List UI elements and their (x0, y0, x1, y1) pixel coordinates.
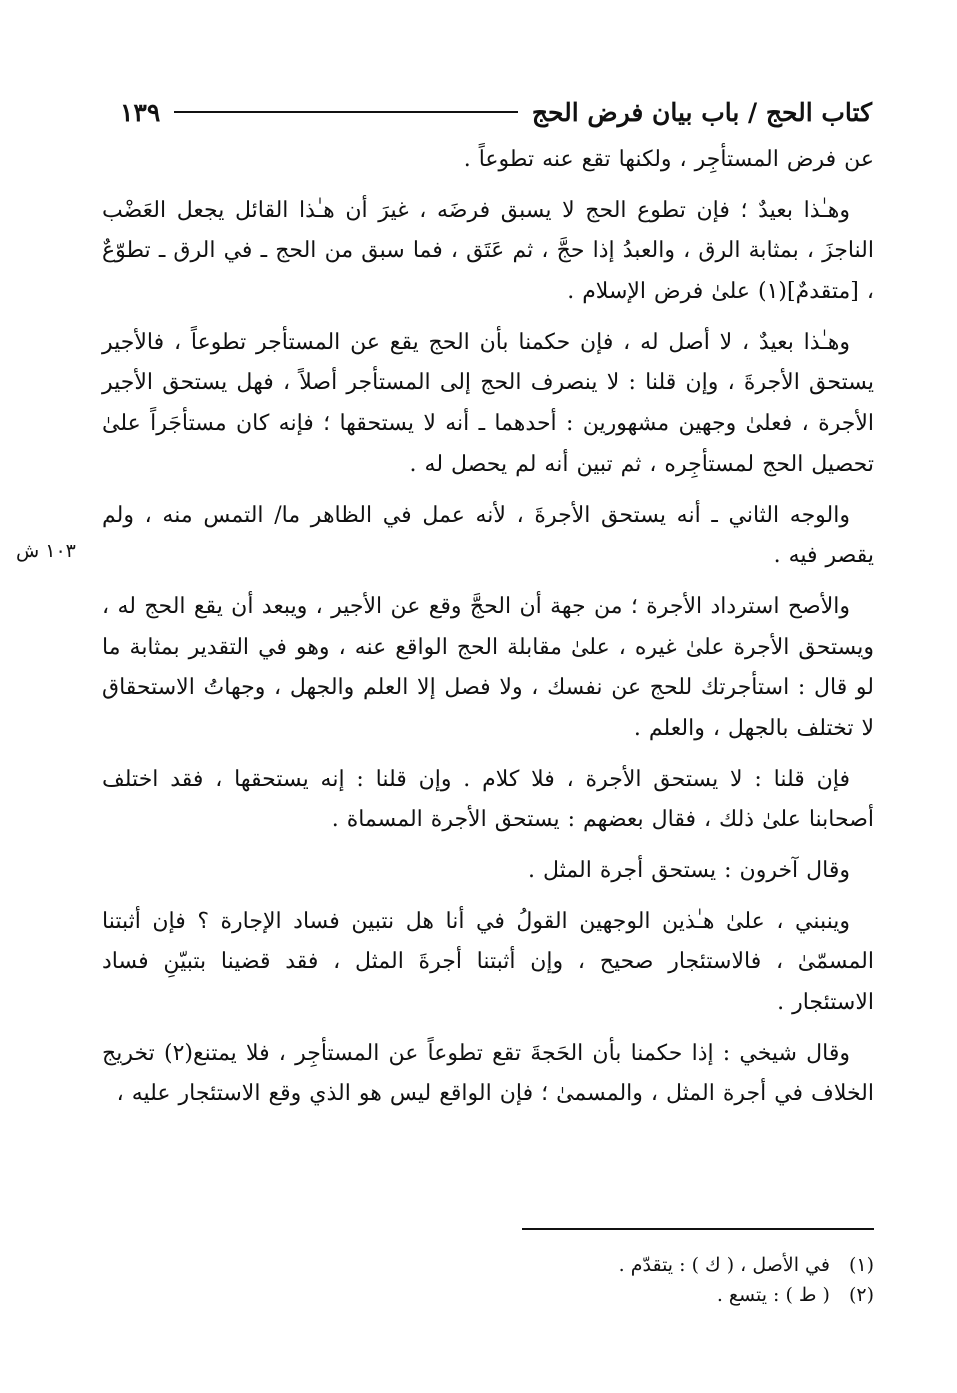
header-rule (174, 111, 518, 113)
margin-manuscript-ref: ١٠٣ ش (16, 540, 76, 562)
running-header (120, 92, 872, 132)
footnote-text: في الأصل ، ( ك ) : يتقدّم . (618, 1254, 830, 1276)
paragraph: والوجه الثاني ـ أنه يستحق الأجرةَ ، لأنه عمل في الظاهر ما/ التمس منه ، ولم يقصر فيه . (102, 502, 874, 569)
footnote (300, 1280, 874, 1310)
header-title: كتاب الحج / باب بيان فرض الحج (531, 97, 872, 127)
paragraph: وهـٰذا بعيدٌ ؛ فإن تطوع الحج لا يسبق فرضَه ، غيرَ أن هـٰذا القائل يجعل العَضْب الناجزَ ، بمثابة الرق ، والعبدُ إذا حجَّ ، ثم عَتَق ، فما سبق من الحج ـ في الرق ـ تطوّعٌ ، [متقدمٌ](١) علىٰ فرض الإسلام . (102, 197, 874, 305)
footnote-rule (522, 1228, 874, 1230)
footnote-number: (٢) (848, 1284, 874, 1307)
footnote-number: (١) (848, 1254, 874, 1276)
paragraph: والأصح استرداد الأجرة ؛ من جهة أن الحجَّ وقع عن الأجير ، ويبعد أن يقع الحج له ، ويستحق الأجرة علىٰ غيره ، علىٰ مقابلة الحج الواقع عنه ، وهو في التقدير بمثابة ما لو قال : استأجرتك للحج عن نفسك ، ولا فصل إلا العلم والجهل ، وجهاتُ الاستحقاق لا تختلف بالجهل ، والعلم . (102, 593, 874, 741)
paragraph: وقال آخرون : يستحق أجرة المثل . (528, 858, 850, 883)
page-number: ١٣٩ (120, 97, 161, 127)
main-text (102, 140, 874, 1125)
footnotes (300, 1250, 874, 1311)
footnote-text: ( ط ) : يتسع . (716, 1284, 830, 1307)
footnote (300, 1250, 874, 1280)
paragraph: وينبني ، علىٰ هـٰذين الوجهين القولُ في أنا هل نتبين فساد الإجارة ؟ فإن أثبتنا المسمّىٰ ، فالاستئجار صحيح ، وإن أثبتنا أجرةَ المثل ، فقد قضينا بتبيّنِ فساد الاستئجار . (102, 908, 874, 1016)
paragraph: وقال شيخي : إذا حكمنا بأن الحَجةَ تقع تطوعاً عن المستأجِر ، فلا يمتنع(٢) تخريج الخلاف في أجرة المثل ، والمسمىٰ ؛ فإن الواقع ليس هو الذي وقع الاستئجار عليه ، (102, 1040, 874, 1107)
paragraph: عن فرض المستأجِر ، ولكنها تقع عنه تطوعاً . (463, 147, 874, 172)
paragraph: وهـٰذا بعيدٌ ، لا أصل له ، فإن حكمنا بأن الحج يقع عن المستأجر تطوعاً ، فالأجير يستحق الأجرةَ ، وإن قلنا : لا ينصرف الحج إلى المستأجر أصلاً ، فهل يستحق الأجير الأجرة ، فعلىٰ وجهين مشهورين : أحدهما ـ أنه لا يستحقها ؛ فإنه كان مستأجَراً علىٰ تحصيل الحج لمستأجِره ، ثم تبين أنه لم يحصل له . (102, 329, 874, 477)
paragraph: فإن قلنا : لا يستحق الأجرة ، فلا كلام . وإن قلنا : إنه يستحقها ، فقد اختلف أصحابنا علىٰ ذلك ، فقال بعضهم : يستحق الأجرة المسماة . (102, 766, 874, 833)
